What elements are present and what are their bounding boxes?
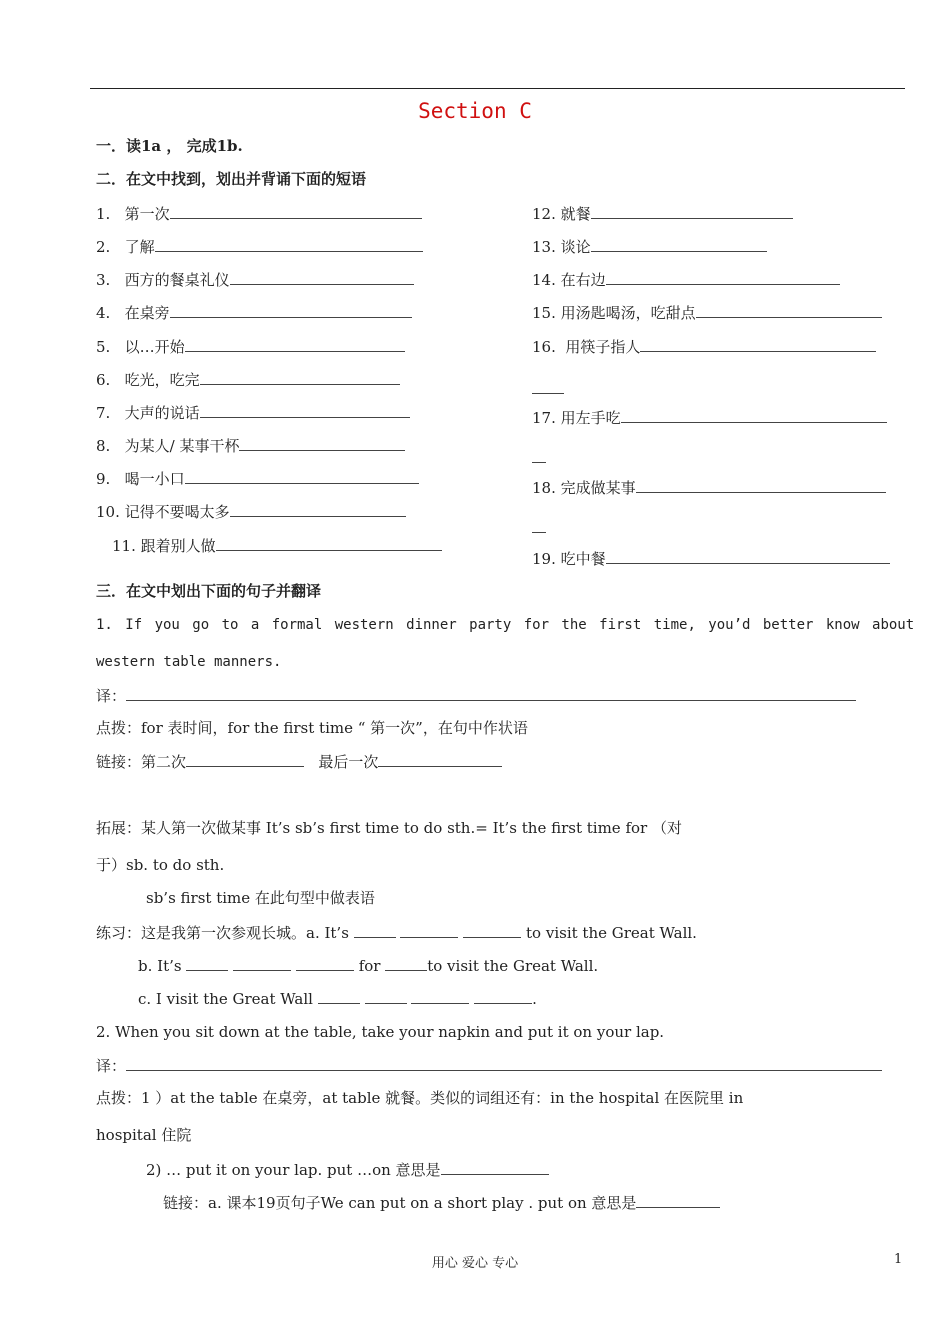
phrase-overflow-line — [532, 447, 546, 468]
phrase-item: 9. 喝一小口 — [96, 468, 419, 489]
phrase-item: 12. 就餐 — [532, 203, 793, 224]
sentence-2: 2. When you sit down at the table, take your napkin and put it on your lap. — [96, 1023, 665, 1041]
page-number: 1 — [894, 1252, 903, 1267]
tip-2-put-on: 2) … put it on your lap. put …on 意思是 — [146, 1159, 549, 1180]
sentence-1-line-1: 1. If you go to a formal western dinner party for the first time, you’d better know about — [96, 617, 915, 633]
phrase-overflow-line — [532, 378, 564, 399]
tip-2-line-2: hospital 住院 — [96, 1126, 192, 1144]
phrase-overflow-line — [532, 517, 546, 538]
practice-c: c. I visit the Great Wall . — [138, 990, 537, 1008]
extension-line-2: 于）sb. to do sth. — [96, 856, 225, 874]
phrase-item: 8. 为某人/ 某事干杯 — [96, 435, 405, 456]
phrase-item: 1. 第一次 — [96, 203, 422, 224]
phrase-item: 6. 吃光，吃完 — [96, 369, 400, 390]
phrase-item: 17. 用左手吃 — [532, 407, 887, 428]
phrase-item: 14. 在右边 — [532, 269, 840, 290]
phrase-item: 2. 了解 — [96, 236, 423, 257]
phrase-item: 5. 以…开始 — [96, 336, 405, 357]
sentence-1-line-2: western table manners. — [96, 654, 282, 670]
header-rule — [90, 88, 905, 89]
extension-line-1: 拓展：某人第一次做某事 It’s sb’s first time to do sth.= It’s the first time for （对 — [96, 819, 682, 837]
practice-a: 练习：这是我第一次参观长城。a. It’s to visit the Great Wall. — [96, 924, 697, 942]
phrase-item: 7. 大声的说话 — [96, 402, 410, 423]
phrase-item: 18. 完成做某事 — [532, 477, 886, 498]
section-3-heading: 三．在文中划出下面的句子并翻译 — [96, 582, 322, 600]
translate-line-2: 译： — [96, 1055, 882, 1076]
phrase-item: 16. 用筷子指人 — [532, 336, 876, 357]
phrase-item: 13. 谈论 — [532, 236, 767, 257]
phrase-item: 3. 西方的餐桌礼仪 — [96, 269, 414, 290]
page-title: Section C — [418, 99, 532, 123]
phrase-item: 11. 跟着别人做 — [112, 535, 442, 556]
phrase-item: 10. 记得不要喝太多 — [96, 501, 406, 522]
tip-2-line-1: 点拨：1 ）at the table 在桌旁，at table 就餐。类似的词组还有：in the hospital 在医院里 in — [96, 1089, 744, 1107]
link-2: 链接：a. 课本19页句子We can put on a short play . put on 意思是 — [163, 1192, 720, 1213]
section-2-heading: 二．在文中找到，划出并背诵下面的短语 — [96, 170, 367, 188]
practice-b: b. It’s for to visit the Great Wall. — [138, 957, 599, 975]
phrase-item: 19. 吃中餐 — [532, 548, 890, 569]
page-footer: 用心 爱心 专心 — [431, 1256, 519, 1271]
link-1: 链接：第二次 最后一次 — [96, 751, 502, 772]
tip-1: 点拨：for 表时间，for the first time “ 第一次”，在句中作状语 — [96, 719, 528, 737]
phrase-item: 4. 在桌旁 — [96, 302, 412, 323]
extension-line-3: sb’s first time 在此句型中做表语 — [146, 889, 375, 907]
translate-line-1: 译： — [96, 685, 856, 706]
phrase-item: 15. 用汤匙喝汤，吃甜点 — [532, 302, 882, 323]
section-1-heading: 一．读1a ， 完成1b. — [96, 137, 243, 155]
